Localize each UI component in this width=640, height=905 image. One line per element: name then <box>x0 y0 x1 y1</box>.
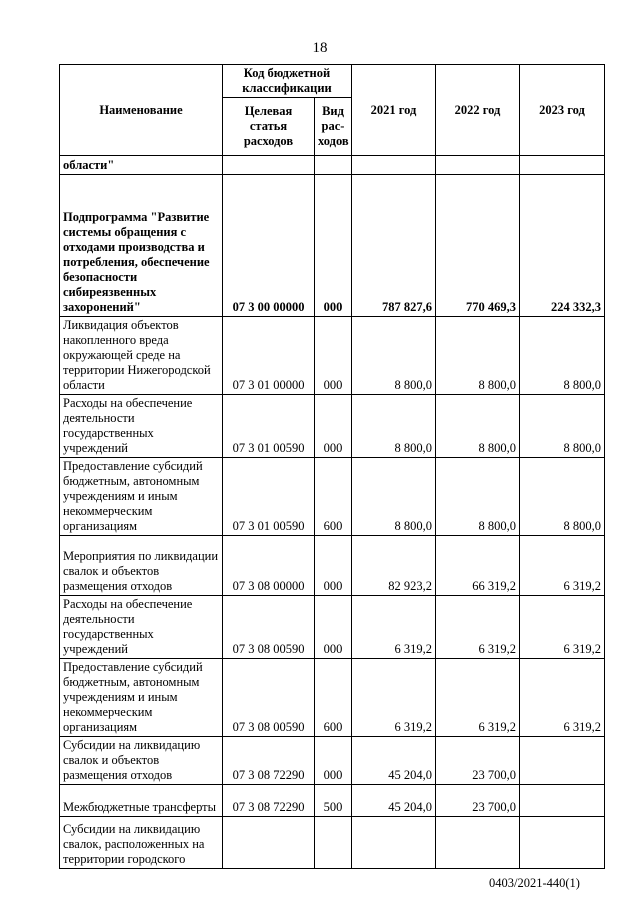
row-code: 07 3 00 00000 <box>223 175 315 317</box>
row-vid: 500 <box>315 785 352 817</box>
row-vid: 000 <box>315 737 352 785</box>
table-row <box>60 536 605 596</box>
row-2021: 45 204,0 <box>352 737 436 785</box>
row-2023: 6 319,2 <box>520 659 605 737</box>
row-vid: 000 <box>315 317 352 395</box>
row-name: Ликвидация объектов накопленного вреда окружающей среде на территории Нижегородской области <box>60 317 223 395</box>
row-vid: 000 <box>315 395 352 458</box>
row-2023: 224 332,3 <box>520 175 605 317</box>
row-2023: 8 800,0 <box>520 458 605 536</box>
row-2023: 8 800,0 <box>520 395 605 458</box>
row-vid: 600 <box>315 659 352 737</box>
row-2022 <box>436 156 520 175</box>
document-number: 0403/2021-440(1) <box>489 876 580 890</box>
row-2023: 6 319,2 <box>520 596 605 659</box>
row-code: 07 3 08 00590 <box>223 659 315 737</box>
row-name: Подпрограмма "Развитие системы обращения с отходами производства и потребления, обеспечение безопасности сибиреязвенных захоронений" <box>60 175 223 317</box>
table-row <box>60 175 605 317</box>
row-2022: 23 700,0 <box>436 785 520 817</box>
page-number: 18 <box>312 40 328 56</box>
row-2021: 6 319,2 <box>352 659 436 737</box>
table-row <box>60 659 605 737</box>
row-name: Расходы на обеспечение деятельности государственных учреждений <box>60 395 223 458</box>
row-2023: 8 800,0 <box>520 317 605 395</box>
row-2022 <box>436 817 520 869</box>
row-name: Мероприятия по ликвидации свалок и объектов размещения отходов <box>60 536 223 596</box>
row-2021 <box>352 817 436 869</box>
row-2021: 45 204,0 <box>352 785 436 817</box>
row-name: Субсидии на ликвидацию свалок, расположенных на территории городского <box>60 817 223 869</box>
row-vid: 000 <box>315 175 352 317</box>
row-2022: 8 800,0 <box>436 317 520 395</box>
row-2021 <box>352 156 436 175</box>
table-row <box>60 156 605 175</box>
row-2022: 8 800,0 <box>436 395 520 458</box>
row-name: Субсидии на ликвидацию свалок и объектов размещения отходов <box>60 737 223 785</box>
row-2021: 8 800,0 <box>352 395 436 458</box>
header-name: Наименование <box>60 65 223 156</box>
table-row <box>60 395 605 458</box>
row-2023 <box>520 785 605 817</box>
row-vid <box>315 156 352 175</box>
row-name: Межбюджетные трансферты <box>60 785 223 817</box>
header-2022: 2022 год <box>436 65 520 156</box>
row-2022: 66 319,2 <box>436 536 520 596</box>
row-vid: 000 <box>315 536 352 596</box>
row-code: 07 3 08 72290 <box>223 737 315 785</box>
row-vid <box>315 817 352 869</box>
row-2023 <box>520 817 605 869</box>
row-name: области" <box>60 156 223 175</box>
header-kbk: Код бюджетной классификации <box>223 65 352 98</box>
table-row <box>60 596 605 659</box>
row-2022: 8 800,0 <box>436 458 520 536</box>
header-target-article: Целевая статья расходов <box>223 98 315 156</box>
row-2021: 6 319,2 <box>352 596 436 659</box>
budget-table <box>59 64 605 869</box>
row-2021: 787 827,6 <box>352 175 436 317</box>
row-2023: 6 319,2 <box>520 536 605 596</box>
row-code: 07 3 01 00590 <box>223 458 315 536</box>
row-code: 07 3 08 00590 <box>223 596 315 659</box>
row-2022: 23 700,0 <box>436 737 520 785</box>
header-2021: 2021 год <box>352 65 436 156</box>
header-expense-type: Вид рас-ходов <box>315 98 352 156</box>
row-code: 07 3 01 00590 <box>223 395 315 458</box>
row-2021: 8 800,0 <box>352 317 436 395</box>
row-code: 07 3 01 00000 <box>223 317 315 395</box>
row-2023 <box>520 737 605 785</box>
header-2023: 2023 год <box>520 65 605 156</box>
table-row <box>60 785 605 817</box>
row-vid: 600 <box>315 458 352 536</box>
row-code: 07 3 08 72290 <box>223 785 315 817</box>
table-row <box>60 458 605 536</box>
row-code: 07 3 08 00000 <box>223 536 315 596</box>
row-2023 <box>520 156 605 175</box>
row-name: Предоставление субсидий бюджетным, автономным учреждениям и иным некоммерческим организациям <box>60 659 223 737</box>
row-2022: 6 319,2 <box>436 659 520 737</box>
row-2022: 6 319,2 <box>436 596 520 659</box>
row-2021: 8 800,0 <box>352 458 436 536</box>
table-row <box>60 817 605 869</box>
row-vid: 000 <box>315 596 352 659</box>
table-row <box>60 737 605 785</box>
row-name: Предоставление субсидий бюджетным, автономным учреждениям и иным некоммерческим организациям <box>60 458 223 536</box>
row-2022: 770 469,3 <box>436 175 520 317</box>
row-name: Расходы на обеспечение деятельности государственных учреждений <box>60 596 223 659</box>
table-row <box>60 317 605 395</box>
row-code <box>223 817 315 869</box>
row-code <box>223 156 315 175</box>
row-2021: 82 923,2 <box>352 536 436 596</box>
